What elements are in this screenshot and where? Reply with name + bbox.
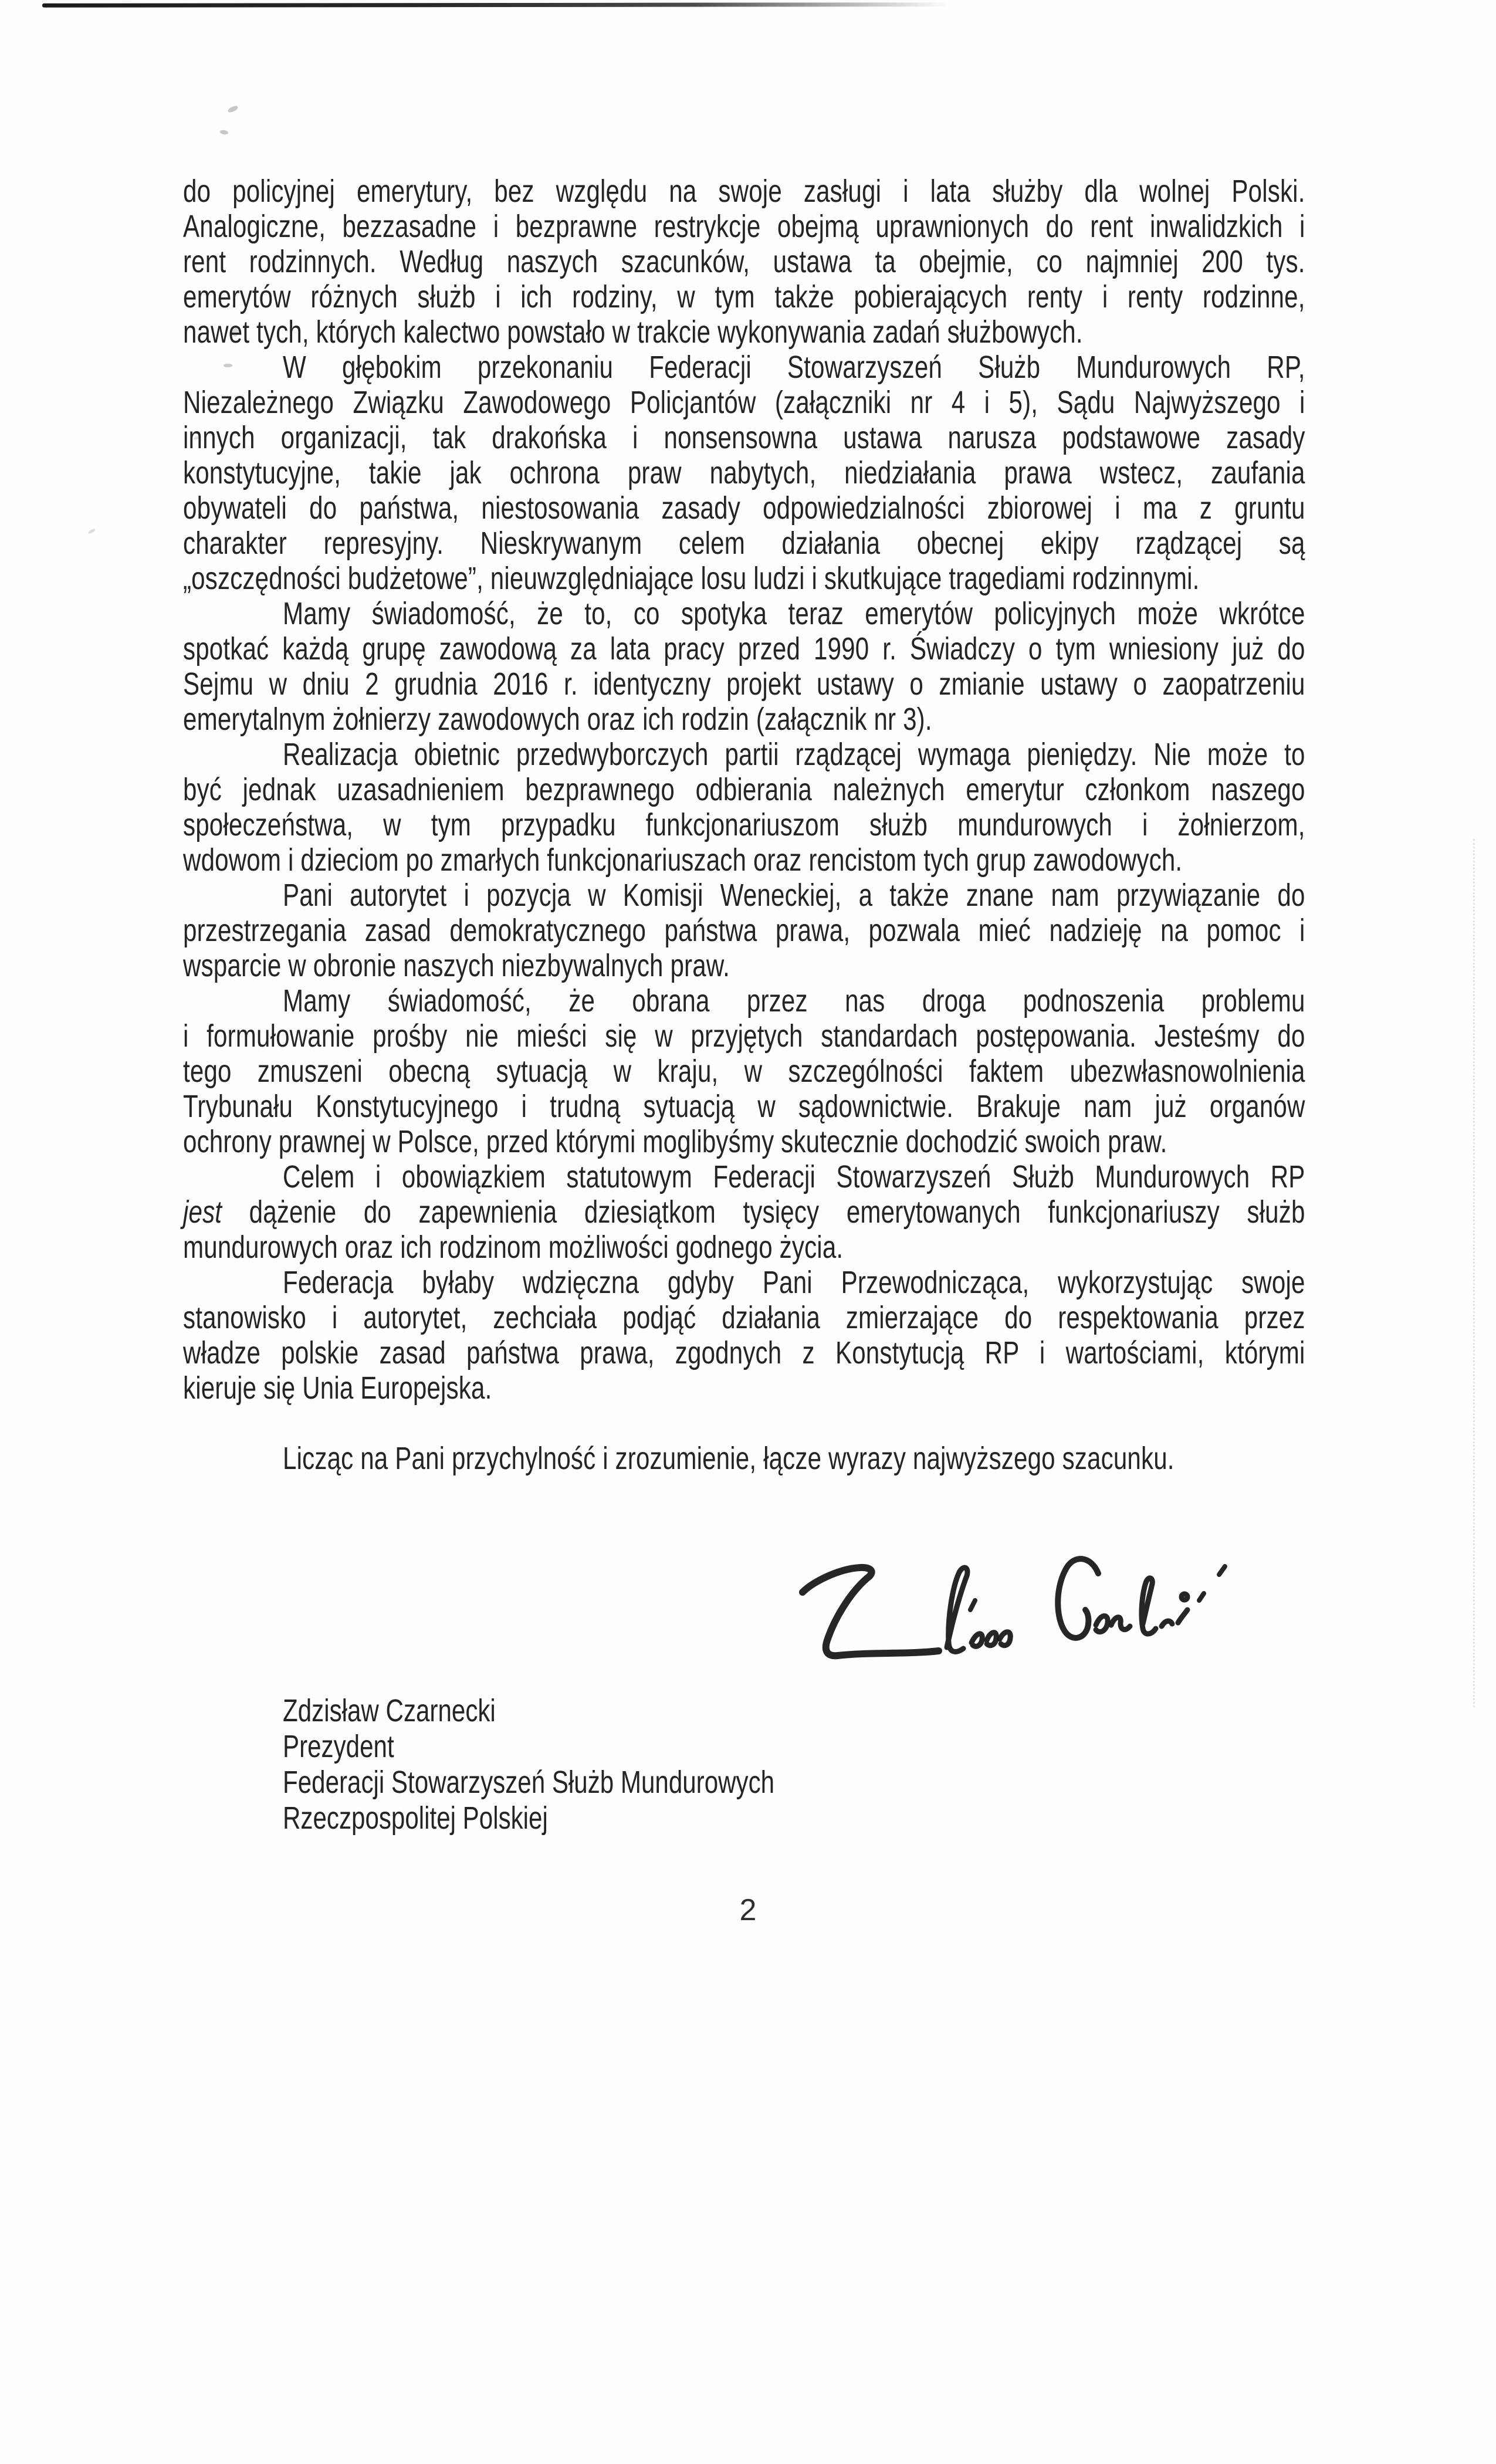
text-line: Mamy świadomość, że to, co spotyka teraz emerytów policyjnych może wkrótce <box>283 596 1305 631</box>
text-line: Mamy świadomość, że obrana przez nas droga podnoszenia problemu <box>283 983 1305 1018</box>
text-line: charakter represyjny. Nieskrywanym celem działania obecnej ekipy rządzącej są <box>183 526 1305 561</box>
page-number: 2 <box>739 1893 757 1927</box>
signature-block-line: Federacji Stowarzyszeń Służb Mundurowych <box>283 1765 775 1800</box>
paragraph <box>183 1265 1305 1406</box>
text-line: emerytalnym żołnierzy zawodowych oraz ich rodzin (załącznik nr 3). <box>183 702 932 737</box>
text-line: Trybunału Konstytucyjnego i trudną sytuacją w sądownictwie. Brakuje nam już organów <box>183 1089 1305 1124</box>
text-line: wdowom i dzieciom po zmarłych funkcjonariuszach oraz rencistom tych grup zawodowych. <box>183 842 1183 878</box>
paragraph <box>183 983 1305 1159</box>
text-line: obywateli do państwa, niestosowania zasady odpowiedzialności zbiorowej i ma z gruntu <box>183 490 1305 526</box>
text-line: Pani autorytet i pozycja w Komisji Weneckiej, a także znane nam przywiązanie do <box>283 878 1305 913</box>
text-line: Licząc na Pani przychylność i zrozumienie, łącze wyrazy najwyższego szacunku. <box>283 1441 1175 1476</box>
text-line: wsparcie w obronie naszych niezbywalnych praw. <box>183 948 730 983</box>
scan-artifact-top-line <box>42 2 949 8</box>
text-line: Sejmu w dniu 2 grudnia 2016 r. identyczny projekt ustawy o zmianie ustawy o zaopatrzeniu <box>183 666 1305 702</box>
text-line: do policyjnej emerytury, bez względu na swoje zasługi i lata służby dla wolnej Polski. <box>183 174 1305 209</box>
scan-artifact-right-edge-line <box>1473 839 1475 1707</box>
text-line: władze polskie zasad państwa prawa, zgodnych z Konstytucją RP i wartościami, którymi <box>183 1335 1305 1370</box>
paragraph <box>183 1441 1305 1476</box>
text-line: spotkać każdą grupę zawodową za lata pracy przed 1990 r. Świadczy o tym wniesiony już do <box>183 631 1305 666</box>
signature-block-line: Prezydent <box>283 1729 394 1764</box>
handwritten-signature <box>793 1536 1239 1694</box>
signature-block-line: Zdzisław Czarnecki <box>283 1693 496 1728</box>
text-line: być jednak uzasadnieniem bezprawnego odbierania należnych emerytur członkom naszego <box>183 772 1305 807</box>
paragraph <box>183 1159 1305 1265</box>
signature-block <box>283 1693 969 1836</box>
text-line: Celem i obowiązkiem statutowym Federacji Stowarzyszeń Służb Mundurowych RP <box>283 1159 1305 1194</box>
text-line: „oszczędności budżetowe”, nieuwzględniające losu ludzi i skutkujące tragediami rodzinnymi. <box>183 561 1200 596</box>
text-line: konstytucyjne, takie jak ochrona praw nabytych, niedziałania prawa wstecz, zaufania <box>183 455 1305 490</box>
text-line: mundurowych oraz ich rodzinom możliwości godnego życia. <box>183 1230 844 1265</box>
scan-speck <box>88 528 96 534</box>
paragraph <box>183 878 1305 983</box>
paragraph <box>183 737 1305 878</box>
text-line: ochrony prawnej w Polsce, przed którymi moglibyśmy skutecznie dochodzić swoich praw. <box>183 1124 1167 1159</box>
paragraph <box>183 596 1305 737</box>
text-line: kieruje się Unia Europejska. <box>183 1370 492 1406</box>
text-line: stanowisko i autorytet, zechciała podjąć działania zmierzające do respektowania przez <box>183 1300 1305 1335</box>
text-line: przestrzegania zasad demokratycznego państwa prawa, pozwala mieć nadzieję na pomoc i <box>183 913 1305 948</box>
text-line: i formułowanie prośby nie mieści się w przyjętych standardach postępowania. Jesteśmy do <box>183 1018 1305 1054</box>
text-line: Analogiczne, bezzasadne i bezprawne restrykcje obejmą uprawnionych do rent inwalidzkich i <box>183 209 1305 244</box>
text-line: Realizacja obietnic przedwyborczych partii rządzącej wymaga pieniędzy. Nie może to <box>283 737 1305 772</box>
text-line: nawet tych, których kalectwo powstało w trakcie wykonywania zadań służbowych. <box>183 314 1083 350</box>
text-line: innych organizacji, tak drakońska i nonsensowna ustawa narusza podstawowe zasady <box>183 420 1305 455</box>
letter-body <box>183 174 1305 1476</box>
paragraph <box>183 350 1305 596</box>
signature-block-line: Rzeczpospolitej Polskiej <box>283 1800 548 1836</box>
text-line: emerytów różnych służb i ich rodziny, w tym także pobierających renty i renty rodzinne, <box>183 279 1305 314</box>
text-line: rent rodzinnych. Według naszych szacunków, ustawa ta obejmie, co najmniej 200 tys. <box>183 244 1305 279</box>
text-line: społeczeństwa, w tym przypadku funkcjonariuszom służb mundurowych i żołnierzom, <box>183 807 1305 842</box>
text-line: W głębokim przekonaniu Federacji Stowarzyszeń Służb Mundurowych RP, <box>283 350 1305 385</box>
paragraph <box>183 174 1305 350</box>
text-line: jest dążenie do zapewnienia dziesiątkom tysięcy emerytowanych funkcjonariuszy służb <box>183 1194 1305 1230</box>
text-line: tego zmuszeni obecną sytuacją w kraju, w szczególności faktem ubezwłasnowolnienia <box>183 1054 1305 1089</box>
scan-speck <box>227 105 239 114</box>
text-line: Niezależnego Związku Zawodowego Policjantów (załączniki nr 4 i 5), Sądu Najwyższego i <box>183 385 1305 420</box>
scan-speck <box>219 130 228 135</box>
text-line: Federacja byłaby wdzięczna gdyby Pani Przewodnicząca, wykorzystując swoje <box>283 1265 1305 1300</box>
